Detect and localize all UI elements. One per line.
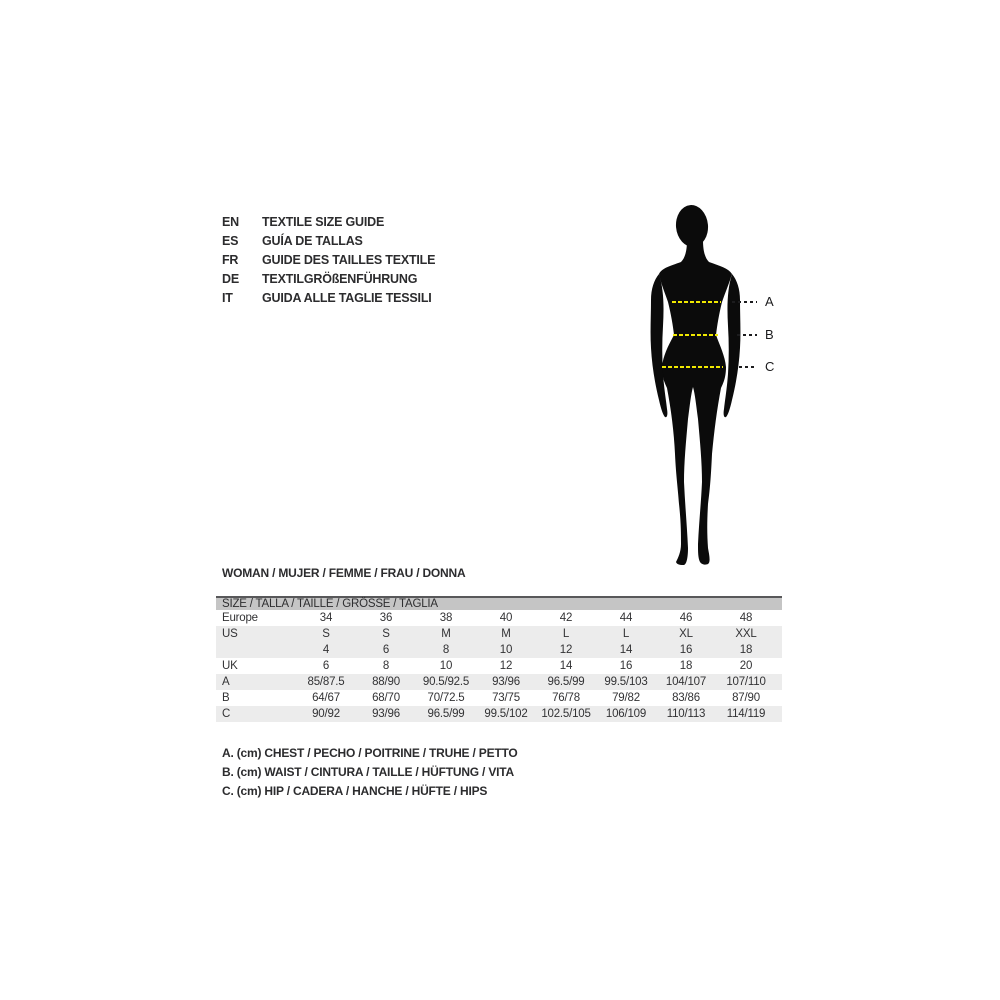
cell: L <box>562 628 570 640</box>
row-label: C <box>222 708 231 720</box>
cell: 16 <box>619 660 633 672</box>
waist-dash-on-body <box>673 334 718 336</box>
cell: 14 <box>559 660 573 672</box>
cell: 8 <box>382 660 390 672</box>
cell: 76/78 <box>552 692 580 704</box>
cell: S <box>322 628 330 640</box>
legend-waist: B. (cm) WAIST / CINTURA / TAILLE / HÜFTUNG / VITA <box>222 765 514 779</box>
size-table-header: SIZE / TALLA / TAILLE / GRÖSSE / TAGLIA <box>216 596 782 610</box>
cell: 34 <box>319 612 333 624</box>
cell: M <box>501 628 511 640</box>
cell: 14 <box>619 644 633 656</box>
hip-dash-on-body <box>662 366 723 368</box>
row-label <box>216 642 296 658</box>
cell: XL <box>679 628 693 640</box>
cell: L <box>622 628 630 640</box>
row-label: UK <box>222 660 238 672</box>
cell: 36 <box>379 612 393 624</box>
table-row-waist <box>216 690 782 706</box>
cell: 90/92 <box>312 708 340 720</box>
lang-label: GUIDA ALLE TAGLIE TESSILI <box>262 291 432 305</box>
lang-row-fr <box>222 251 435 270</box>
row-label: A <box>222 676 230 688</box>
table-row-us-numbers <box>216 642 782 658</box>
cell: 48 <box>739 612 753 624</box>
lang-code: DE <box>222 272 239 286</box>
cell: 110/113 <box>666 708 706 720</box>
gender-heading: WOMAN / MUJER / FEMME / FRAU / DONNA <box>222 566 466 580</box>
cell: 64/67 <box>312 692 340 704</box>
cell: 96.5/99 <box>547 676 585 688</box>
lang-label: TEXTILGRÖßENFÜHRUNG <box>262 272 418 286</box>
cell: 38 <box>439 612 453 624</box>
cell: 83/86 <box>672 692 700 704</box>
cell: 106/109 <box>605 708 647 720</box>
lang-row-en <box>222 213 435 232</box>
lang-code: ES <box>222 234 239 248</box>
cell: 42 <box>559 612 573 624</box>
lang-row-de <box>222 270 435 289</box>
cell: M <box>441 628 451 640</box>
measurement-line-b <box>673 327 774 342</box>
cell: 99.5/102 <box>484 708 528 720</box>
lang-label: GUIDE DES TAILLES TEXTILE <box>262 253 436 267</box>
lang-row-it <box>222 289 435 308</box>
cell: 99.5/103 <box>604 676 648 688</box>
cell: 102.5/105 <box>541 708 591 720</box>
lang-code: EN <box>222 215 239 229</box>
cell: 4 <box>322 644 330 656</box>
table-row-uk <box>216 658 782 674</box>
cell: 10 <box>439 660 453 672</box>
measurement-line-c <box>662 359 775 374</box>
cell: 90.5/92.5 <box>422 676 470 688</box>
cell: 12 <box>499 660 513 672</box>
row-label: Europe <box>222 612 258 624</box>
cell: 85/87.5 <box>307 676 345 688</box>
cell: 73/75 <box>492 692 520 704</box>
cell: 46 <box>679 612 693 624</box>
hip-leader-dash <box>739 366 757 368</box>
cell: 12 <box>559 644 573 656</box>
lang-row-es <box>222 232 435 251</box>
cell: 18 <box>739 644 753 656</box>
cell: 6 <box>322 660 330 672</box>
cell: 10 <box>499 644 513 656</box>
cell: 107/110 <box>726 676 766 688</box>
woman-silhouette-figure <box>648 204 745 566</box>
measurement-line-a <box>672 294 774 309</box>
cell: XXL <box>735 628 757 640</box>
cell: 79/82 <box>612 692 640 704</box>
cell: 104/107 <box>665 676 707 688</box>
row-label: B <box>222 692 230 704</box>
lang-code: IT <box>222 291 233 305</box>
cell: 16 <box>679 644 693 656</box>
cell: 96.5/99 <box>427 708 465 720</box>
cell: 93/96 <box>372 708 400 720</box>
cell: 44 <box>619 612 633 624</box>
cell: 6 <box>382 644 390 656</box>
table-row-hip <box>216 706 782 722</box>
measurement-legend <box>222 744 518 801</box>
lang-label: GUÍA DE TALLAS <box>262 234 363 248</box>
table-row-europe <box>216 610 782 626</box>
marker-letter-c: C <box>765 359 775 374</box>
lang-code: FR <box>222 253 239 267</box>
cell: 114/119 <box>726 708 766 720</box>
table-row-chest <box>216 674 782 690</box>
cell: 8 <box>442 644 450 656</box>
row-label: US <box>222 628 238 640</box>
legend-chest: A. (cm) CHEST / PECHO / POITRINE / TRUHE / PETTO <box>222 746 518 760</box>
cell: 93/96 <box>492 676 520 688</box>
cell: 70/72.5 <box>427 692 465 704</box>
cell: 40 <box>499 612 513 624</box>
lang-label: TEXTILE SIZE GUIDE <box>262 215 385 229</box>
marker-letter-a: A <box>765 294 774 309</box>
cell: S <box>382 628 390 640</box>
chest-dash-on-body <box>672 301 721 303</box>
size-table <box>216 596 782 722</box>
cell: 68/70 <box>372 692 400 704</box>
cell: 20 <box>739 660 753 672</box>
legend-hip: C. (cm) HIP / CADERA / HANCHE / HÜFTE / HIPS <box>222 784 488 798</box>
cell: 87/90 <box>732 692 760 704</box>
table-row-us-letters <box>216 626 782 642</box>
cell: 88/90 <box>372 676 400 688</box>
waist-leader-dash <box>737 334 757 336</box>
language-title-block <box>222 213 435 308</box>
marker-letter-b: B <box>765 327 774 342</box>
chest-leader-dash <box>732 301 757 303</box>
cell: 18 <box>679 660 693 672</box>
